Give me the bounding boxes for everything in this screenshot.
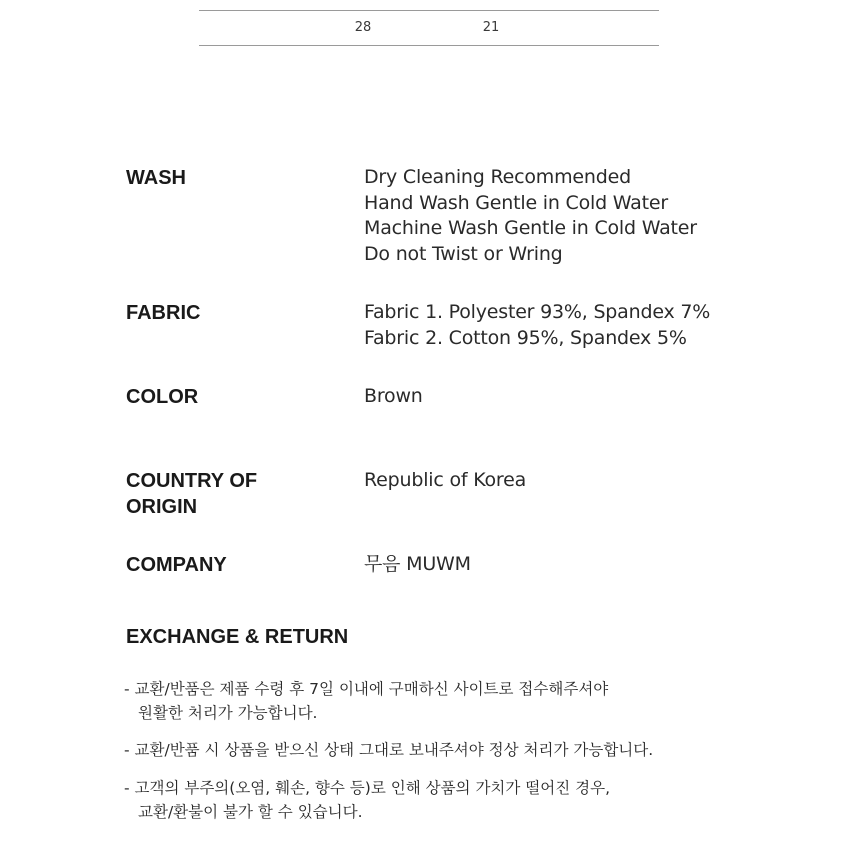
spec-label-color — [126, 384, 198, 410]
spec-label-line: COMPANY — [126, 554, 227, 576]
notice-item-3 — [124, 776, 610, 824]
notice-line: - 교환/반품은 제품 수령 후 7일 이내에 구매하신 사이트로 접수해주셔야 — [124, 680, 609, 698]
spec-label-wash — [126, 165, 186, 191]
spec-label-line: FABRIC — [126, 302, 201, 324]
notice-line-continued: 원활한 처리가 가능합니다. — [138, 704, 318, 722]
table-rule-top — [199, 10, 659, 11]
spec-value-country-of-origin — [364, 468, 526, 494]
spec-value-line: Dry Cleaning Recommended — [364, 166, 631, 188]
spec-label-company — [126, 552, 227, 578]
notice-item-1 — [124, 677, 608, 725]
spec-value-line: Machine Wash Gentle in Cold Water — [364, 217, 697, 239]
spec-value-company — [364, 552, 471, 578]
spec-value-line: 무음 MUWM — [364, 553, 471, 575]
notice-line: - 고객의 부주의(오염, 훼손, 향수 등)로 인해 상품의 가치가 떨어진 경우, — [124, 779, 611, 797]
spec-label-fabric — [126, 300, 200, 326]
size-cell-1: 28 — [354, 20, 372, 35]
table-rule-bottom — [199, 45, 659, 46]
spec-label-country-of-origin — [126, 468, 257, 520]
spec-value-fabric — [364, 300, 710, 351]
spec-value-line: Fabric 1. Polyester 93%, Spandex 7% — [364, 301, 711, 323]
spec-value-color — [364, 384, 423, 410]
notice-item-2 — [124, 738, 653, 762]
spec-value-line: Brown — [364, 385, 423, 407]
spec-label-line: WASH — [126, 167, 186, 189]
spec-value-wash — [364, 165, 697, 267]
spec-value-line: Fabric 2. Cotton 95%, Spandex 5% — [364, 326, 687, 349]
notice-line: - 교환/반품 시 상품을 받으신 상태 그대로 보내주셔야 정상 처리가 가능합니다. — [124, 741, 654, 759]
spec-value-line: Hand Wash Gentle in Cold Water — [364, 191, 668, 214]
spec-label-line: ORIGIN — [126, 496, 198, 518]
spec-label-line: COUNTRY OF — [126, 470, 258, 492]
spec-label-line: COLOR — [126, 386, 199, 408]
spec-value-line: Do not Twist or Wring — [364, 242, 563, 265]
size-cell-2: 21 — [482, 20, 500, 35]
notice-line-continued: 교환/환불이 불가 할 수 있습니다. — [138, 803, 363, 821]
spec-value-line: Republic of Korea — [364, 469, 527, 491]
exchange-return-title: EXCHANGE & RETURN — [126, 626, 349, 648]
